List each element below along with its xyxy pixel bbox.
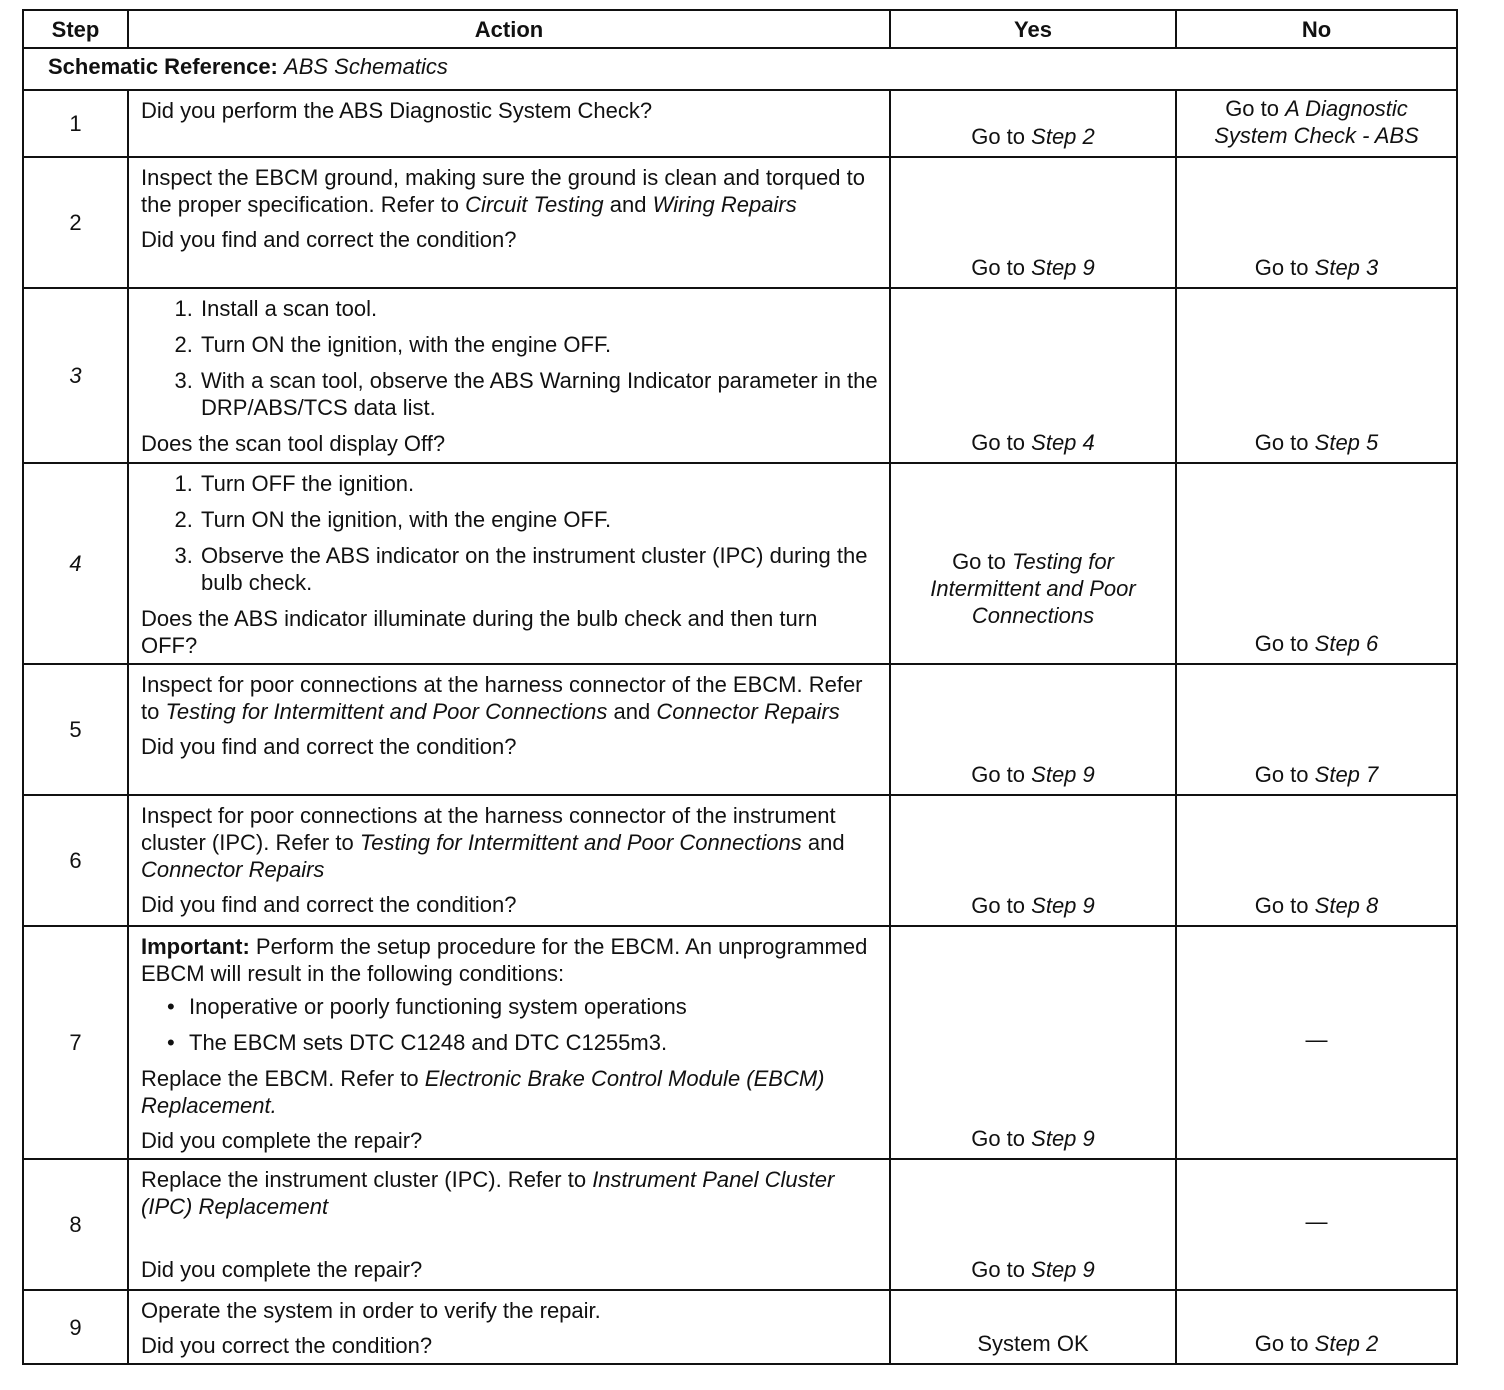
step-row-4 (23, 463, 1457, 664)
no-prefix: Go to (1254, 762, 1309, 787)
step-action (128, 1290, 890, 1364)
yes-step-link[interactable]: Step 2 (1031, 124, 1095, 149)
condition-list (141, 993, 879, 1056)
step-instruction (141, 671, 879, 725)
step-question: Did you find and correct the condition? (141, 227, 517, 252)
instruction-text: Inspect for poor connections at the harness connector of the instrument cluster (IPC). Refer to (141, 803, 836, 855)
no-step-link[interactable]: Step 3 (1314, 255, 1379, 280)
yes-value: System OK (977, 1331, 1089, 1356)
reference-link[interactable]: Connector Repairs (656, 699, 840, 724)
step-question: Did you correct the condition? (141, 1333, 433, 1358)
step-row-2 (23, 157, 1457, 288)
reference-link[interactable]: Connector Repairs (141, 857, 325, 882)
yes-step-link[interactable]: Step 9 (1031, 762, 1095, 787)
step-no (1176, 795, 1457, 926)
reference-link[interactable]: Testing for Intermittent and Poor Connections (165, 699, 608, 724)
step-question: Did you find and correct the condition? (141, 892, 517, 917)
header-no: No (1176, 10, 1457, 48)
yes-step-link[interactable]: Testing for Intermittent and Poor Connections (930, 549, 1136, 628)
step-number: 9 (23, 1290, 128, 1364)
no-step-link[interactable]: Step 5 (1314, 430, 1379, 455)
step-row-6 (23, 795, 1457, 926)
step-question: Did you complete the repair? (141, 1257, 423, 1282)
step-no (1176, 926, 1457, 1159)
reference-link[interactable]: Instrument Panel Cluster (IPC) Replacement (141, 1167, 835, 1219)
yes-step-link[interactable]: Step 4 (1031, 430, 1095, 455)
list-item: • Inoperative or poorly functioning system operations (189, 993, 879, 1020)
step-row-1 (23, 90, 1457, 157)
connector-word: and (613, 699, 651, 724)
reference-link[interactable]: Wiring Repairs (652, 192, 797, 217)
yes-step-link[interactable]: Step 9 (1031, 1126, 1095, 1151)
yes-prefix: Go to (971, 124, 1026, 149)
step-row-3 (23, 288, 1457, 463)
procedure-list (141, 470, 879, 596)
important-text: Perform the setup procedure for the EBCM. An unprogrammed EBCM will result in the following conditions: (141, 934, 868, 986)
step-action (128, 90, 890, 157)
step-yes (890, 926, 1176, 1159)
no-prefix: Go to (1254, 430, 1309, 455)
step-question: Does the ABS indicator illuminate during the bulb check and then turn OFF? (141, 606, 818, 658)
step-no (1176, 288, 1457, 463)
step-action (128, 288, 890, 463)
step-yes (890, 1290, 1176, 1364)
step-yes (890, 90, 1176, 157)
no-prefix: Go to (1254, 1331, 1309, 1356)
yes-step-link[interactable]: Step 9 (1031, 893, 1095, 918)
step-action (128, 795, 890, 926)
step-number: 3 (23, 288, 128, 463)
step-no (1176, 664, 1457, 795)
no-step-link[interactable]: Step 7 (1314, 762, 1379, 787)
reference-link[interactable]: Electronic Brake Control Module (EBCM) Replacement. (141, 1066, 825, 1118)
list-item: • The EBCM sets DTC C1248 and DTC C1255m3. (189, 1029, 879, 1056)
schematic-value: ABS Schematics (284, 54, 448, 79)
yes-prefix: Go to (971, 1257, 1026, 1282)
step-instruction: Operate the system in order to verify the repair. (141, 1298, 601, 1323)
step-number: 7 (23, 926, 128, 1159)
step-row-9 (23, 1290, 1457, 1364)
yes-prefix: Go to (971, 893, 1026, 918)
no-prefix: Go to (1225, 96, 1279, 121)
header-yes: Yes (890, 10, 1176, 48)
step-yes (890, 1159, 1176, 1290)
step-no (1176, 1290, 1457, 1364)
schematic-reference (23, 48, 1457, 90)
step-question: Did you perform the ABS Diagnostic System Check? (141, 98, 653, 123)
no-step-link[interactable]: Step 2 (1314, 1331, 1379, 1356)
step-question: Did you complete the repair? (141, 1128, 423, 1153)
step-no (1176, 463, 1457, 664)
list-item: 3. Observe the ABS indicator on the instrument cluster (IPC) during the bulb check. (199, 542, 879, 596)
step-number: 2 (23, 157, 128, 288)
step-instruction (141, 802, 879, 883)
step-number: 1 (23, 90, 128, 157)
instruction-text: Inspect for poor connections at the harness connector of the EBCM. Refer to (141, 672, 863, 724)
step-action (128, 664, 890, 795)
no-step-link[interactable]: Step 8 (1314, 893, 1379, 918)
no-prefix: Go to (1254, 631, 1309, 656)
instruction-text: Replace the EBCM. Refer to (141, 1066, 419, 1091)
step-action (128, 463, 890, 664)
step-action (128, 157, 890, 288)
step-instruction (141, 164, 879, 218)
procedure-list (141, 295, 879, 421)
yes-prefix: Go to (971, 430, 1026, 455)
no-prefix: Go to (1254, 255, 1309, 280)
connector-word: and (807, 830, 845, 855)
step-action (128, 1159, 890, 1290)
yes-prefix: Go to (971, 255, 1026, 280)
step-instruction (141, 1166, 879, 1220)
yes-prefix: Go to (971, 1126, 1026, 1151)
step-no (1176, 157, 1457, 288)
reference-link[interactable]: Testing for Intermittent and Poor Connections (359, 830, 802, 855)
important-note (141, 933, 879, 987)
no-step-link[interactable]: Step 6 (1314, 631, 1379, 656)
step-yes (890, 157, 1176, 288)
list-item: 1. Turn OFF the ignition. (199, 470, 879, 497)
yes-prefix: Go to (971, 762, 1026, 787)
no-value-dash: — (1305, 1027, 1328, 1052)
header-action: Action (128, 10, 890, 48)
reference-link[interactable]: Circuit Testing (465, 192, 604, 217)
connector-word: and (609, 192, 647, 217)
step-no (1176, 90, 1457, 157)
header-step: Step (23, 10, 128, 48)
step-number: 6 (23, 795, 128, 926)
no-step-link[interactable]: A Diagnostic System Check - ABS (1214, 96, 1419, 148)
step-question: Did you find and correct the condition? (141, 734, 517, 759)
instruction-text: Inspect the EBCM ground, making sure the ground is clean and torqued to the proper specification. Refer to (141, 165, 865, 217)
no-value-dash: — (1305, 1209, 1328, 1234)
step-row-5 (23, 664, 1457, 795)
step-yes (890, 664, 1176, 795)
step-instruction (141, 1065, 879, 1119)
yes-step-link[interactable]: Step 9 (1031, 255, 1095, 280)
header-row (23, 10, 1457, 48)
diagnostic-table (22, 9, 1458, 1365)
step-number: 4 (23, 463, 128, 664)
list-item: 1. Install a scan tool. (199, 295, 879, 322)
step-number: 5 (23, 664, 128, 795)
step-number: 8 (23, 1159, 128, 1290)
step-yes (890, 288, 1176, 463)
important-label: Important: (141, 934, 250, 959)
instruction-text: Replace the instrument cluster (IPC). Refer to (141, 1167, 587, 1192)
yes-prefix: Go to (952, 549, 1006, 574)
step-yes (890, 463, 1176, 664)
no-prefix: Go to (1254, 893, 1309, 918)
step-row-7 (23, 926, 1457, 1159)
list-item: 3. With a scan tool, observe the ABS Warning Indicator parameter in the DRP/ABS/TCS data list. (199, 367, 879, 421)
step-row-8 (23, 1159, 1457, 1290)
list-item: 2. Turn ON the ignition, with the engine OFF. (199, 506, 879, 533)
step-yes (890, 795, 1176, 926)
step-question: Does the scan tool display Off? (141, 431, 446, 456)
step-no (1176, 1159, 1457, 1290)
yes-step-link[interactable]: Step 9 (1031, 1257, 1095, 1282)
schematic-row (23, 48, 1457, 90)
schematic-label: Schematic Reference: (48, 54, 278, 79)
list-item: 2. Turn ON the ignition, with the engine OFF. (199, 331, 879, 358)
step-action (128, 926, 890, 1159)
